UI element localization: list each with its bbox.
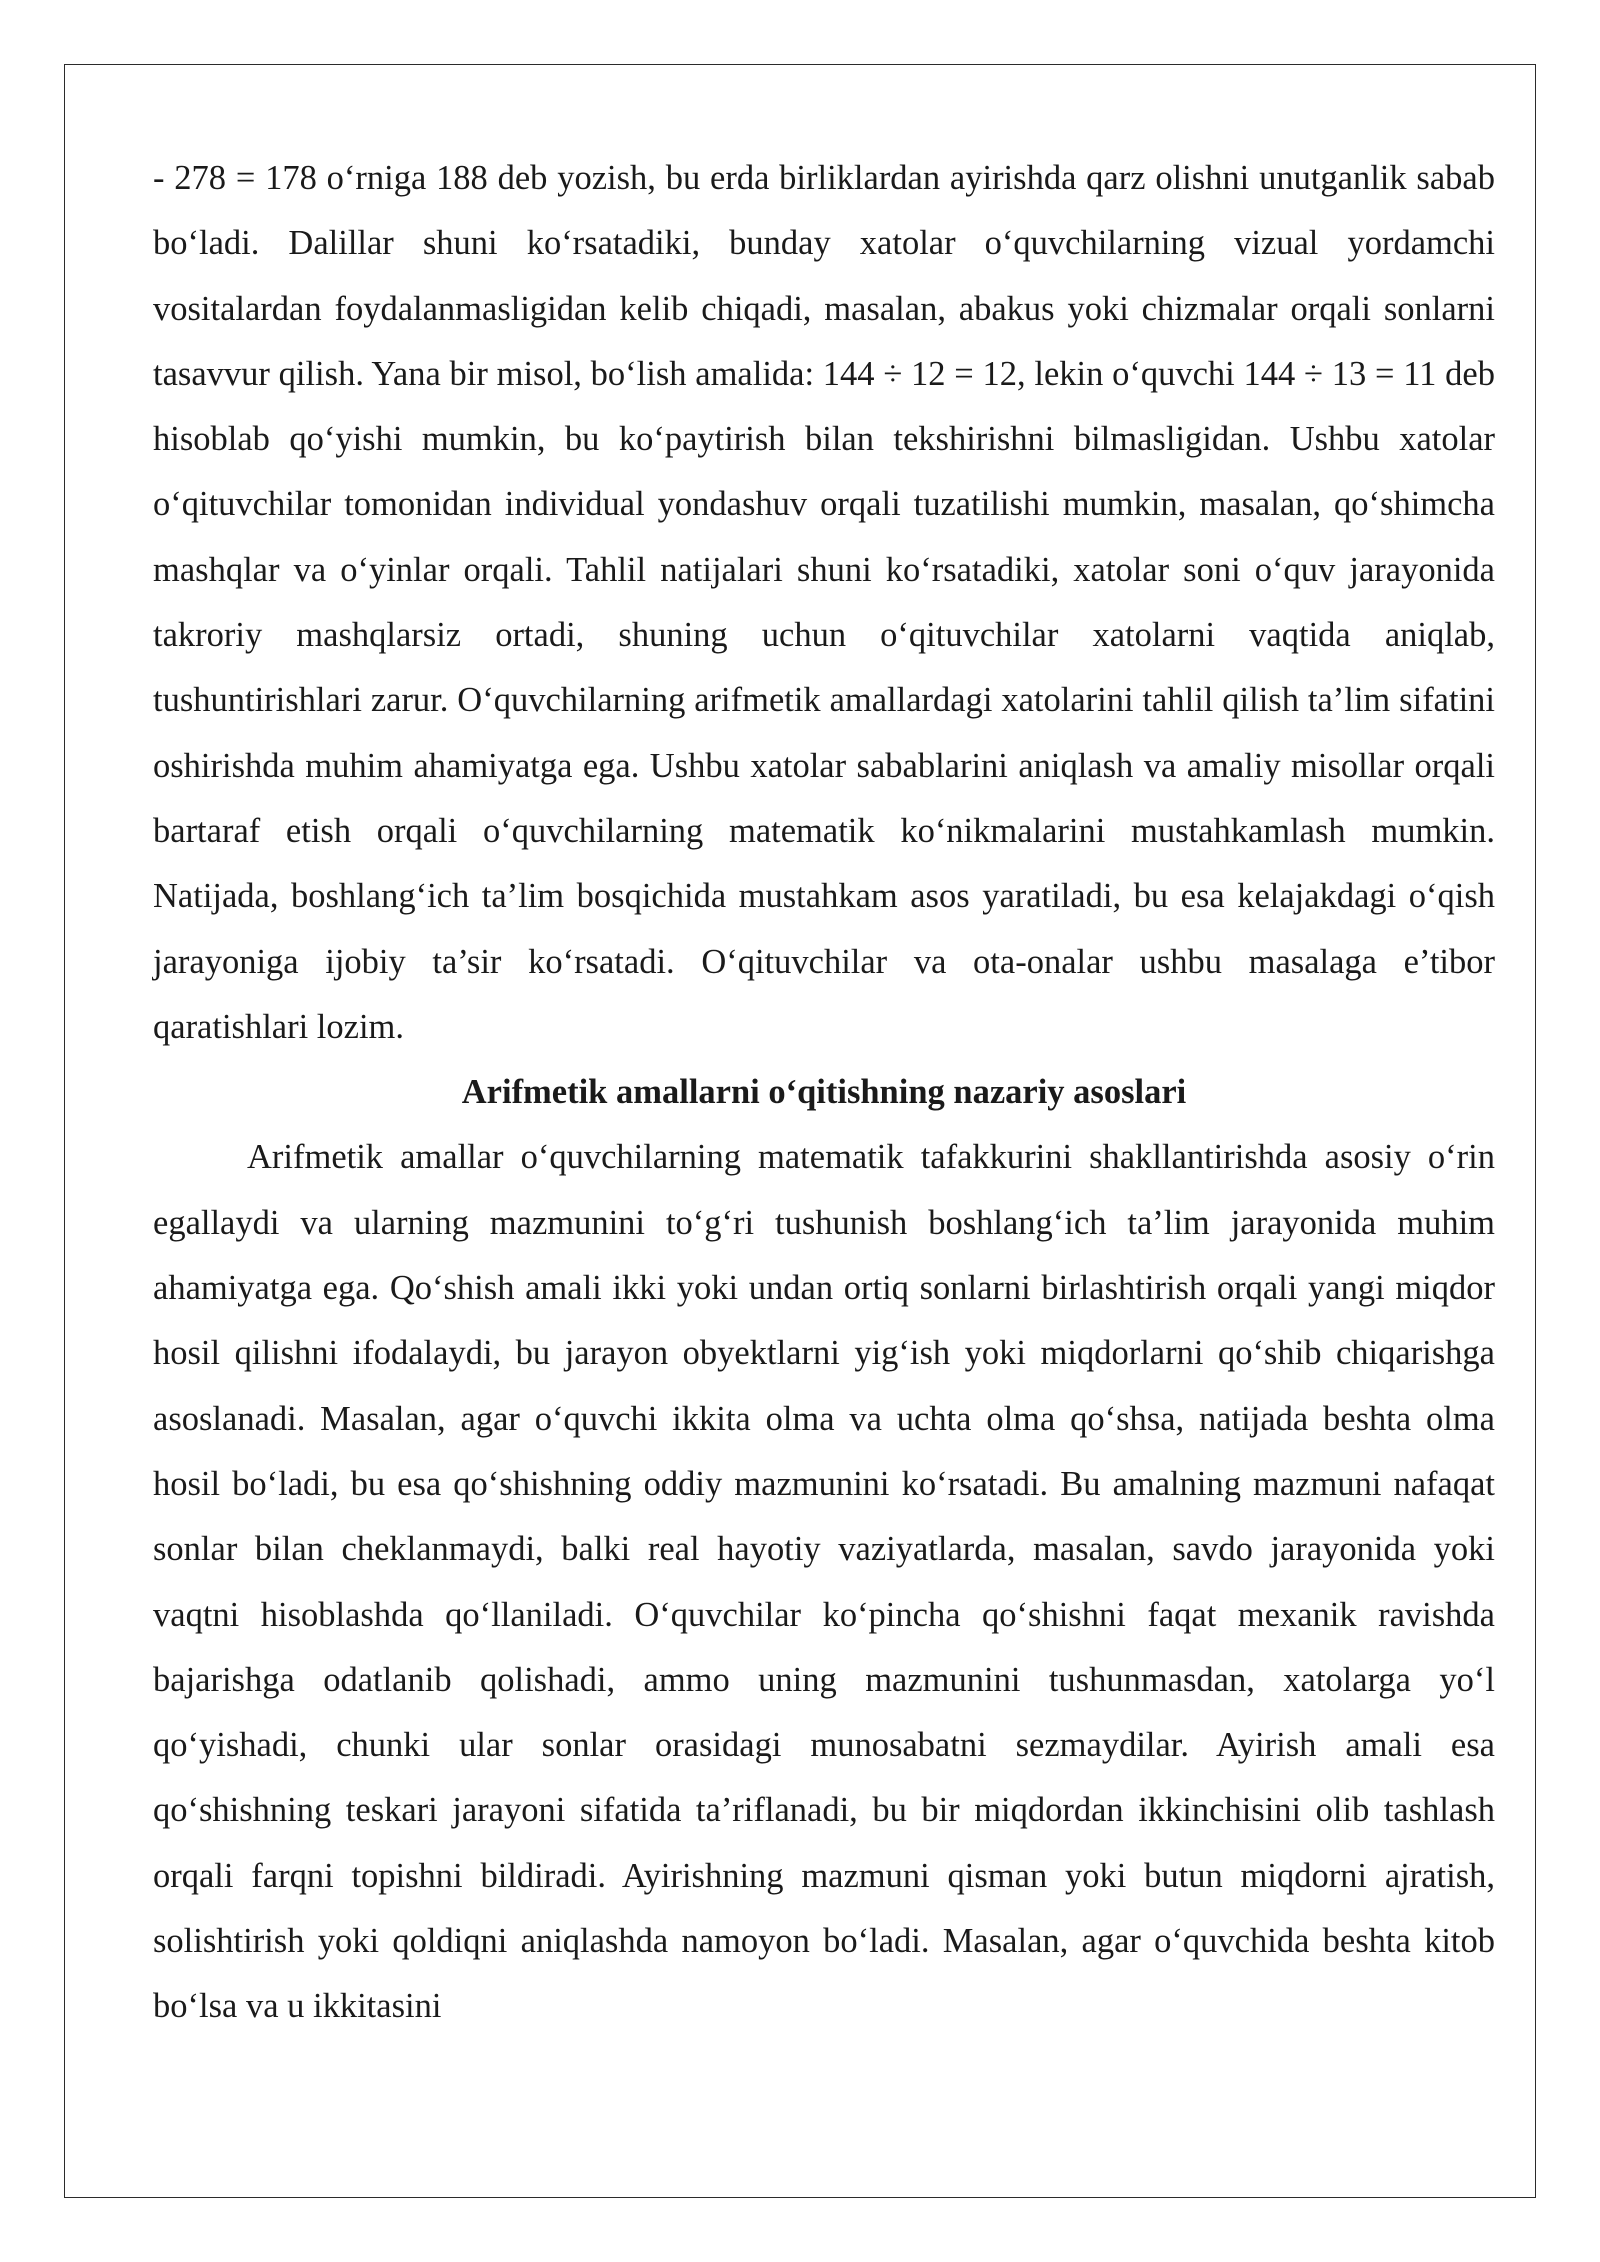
paragraph-continuation: - 278 = 178 o‘rniga 188 deb yozish, bu erda birliklardan ayirishda qarz olishni unutganlik sabab bo‘ladi. Dalillar shuni ko‘rsatadiki, bunday xatolar o‘quvchilarning vizual yordamchi vositalardan foydalanmasligidan kelib chiqadi, masalan, abakus yoki chizmalar orqali sonlarni tasavvur qilish. Yana bir misol, bo‘lish amalida: 144 ÷ 12 = 12, lekin o‘quvchi 144 ÷ 13 = 11 deb hisoblab qo‘yishi mumkin, bu ko‘paytirish bilan tekshirishni bilmasligidan. Ushbu xatolar o‘qituvchilar tomonidan individual yondashuv orqali tuzatilishi mumkin, masalan, qo‘shimcha mashqlar va o‘yinlar orqali. Tahlil natijalari shuni ko‘rsatadiki, xatolar soni o‘quv jarayonida takroriy mashqlarsiz ortadi, shuning uchun o‘qituvchilar xatolarni vaqtida aniqlab, tushuntirishlari zarur. O‘quvchilarning arifmetik amallardagi xatolarini tahlil qilish ta’lim sifatini oshirishda muhim ahamiyatga ega. Ushbu xatolar sabablarini aniqlash va amaliy misollar orqali bartaraf etish orqali o‘quvchilarning matematik ko‘nikmalarini mustahkamlash mumkin. Natijada, boshlang‘ich ta’lim bosqichida mustahkam asos yaratiladi, bu esa kelajakdagi o‘qish jarayoniga ijobiy ta’sir ko‘rsatadi. O‘qituvchilar va ota-onalar ushbu masalaga e’tibor qaratishlari lozim. [153, 159, 1495, 1046]
document-body [153, 146, 1495, 2040]
section-heading: Arifmetik amallarni o‘qitishning nazariy asoslari [461, 1073, 1187, 1112]
paragraph-theory: Arifmetik amallar o‘quvchilarning matematik tafakkurini shakllantirishda asosiy o‘rin egallaydi va ularning mazmunini to‘g‘ri tushunish boshlang‘ich ta’lim jarayonida muhim ahamiyatga ega. Qo‘shish amali ikki yoki undan ortiq sonlarni birlashtirish orqali yangi miqdor hosil qilishni ifodalaydi, bu jarayon obyektlarni yig‘ish yoki miqdorlarni qo‘shib chiqarishga asoslanadi. Masalan, agar o‘quvchi ikkita olma va uchta olma qo‘shsa, natijada beshta olma hosil bo‘ladi, bu esa qo‘shishning oddiy mazmunini ko‘rsatadi. Bu amalning mazmuni nafaqat sonlar bilan cheklanmaydi, balki real hayotiy vaziyatlarda, masalan, savdo jarayonida yoki vaqtni hisoblashda qo‘llaniladi. O‘quvchilar ko‘pincha qo‘shishni faqat mexanik ravishda bajarishga odatlanib qolishadi, ammo uning mazmunini tushunmasdan, xatolarga yo‘l qo‘yishadi, chunki ular sonlar orasidagi munosabatni sezmaydilar. Ayirish amali esa qo‘shishning teskari jarayoni sifatida ta’riflanadi, bu bir miqdordan ikkinchisini olib tashlash orqali farqni topishni bildiradi. Ayirishning mazmuni qisman yoki butun miqdorni ajratish, solishtirish yoki qoldiqni aniqlashda namoyon bo‘ladi. Masalan, agar o‘quvchida beshta kitob bo‘lsa va u ikkitasini [153, 1138, 1495, 2026]
